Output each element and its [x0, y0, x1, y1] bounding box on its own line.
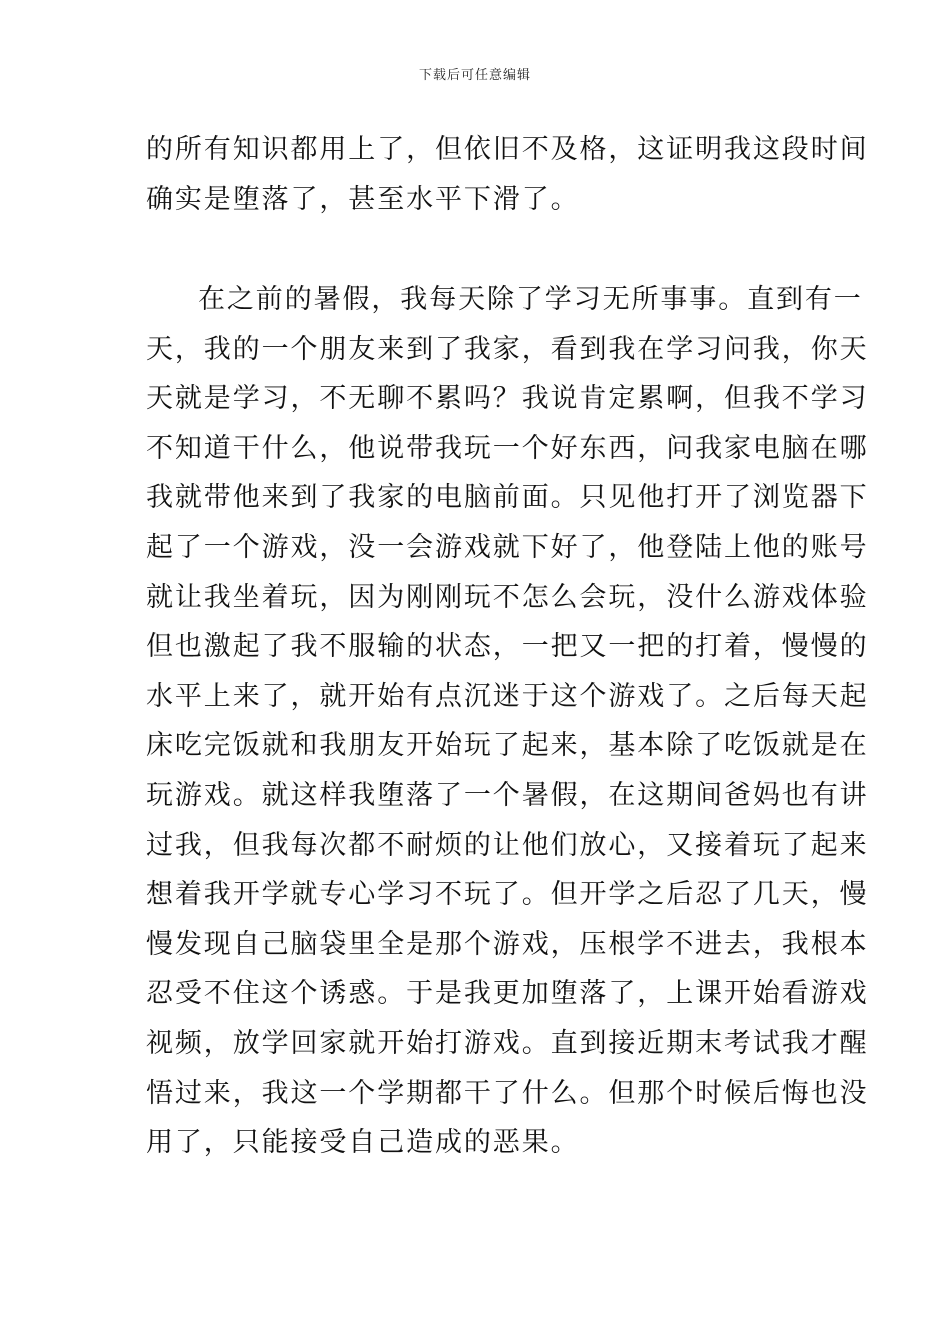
text-line: 确实是堕落了，甚至水平下滑了。 — [146, 184, 580, 215]
text-line: 悟过来，我这一个学期都干了什么。但那个时候后悔也没 — [146, 1078, 869, 1109]
text-line: 过我，但我每次都不耐烦的让他们放心，又接着玩了起来 — [146, 830, 869, 861]
text-line: 的所有知识都用上了，但依旧不及格，这证明我这段时间 — [146, 134, 869, 165]
text-line: 不知道干什么，他说带我玩一个好东西，问我家电脑在哪 — [146, 433, 869, 464]
text-line: 但也激起了我不服输的状态，一把又一把的打着，慢慢的 — [146, 631, 869, 662]
text-line: 用了，只能接受自己造成的恶果。 — [146, 1127, 580, 1158]
text-line: 慢发现自己脑袋里全是那个游戏，压根学不进去，我根本 — [146, 929, 869, 960]
text-line: 玩游戏。就这样我堕落了一个暑假，在这期间爸妈也有讲 — [146, 780, 869, 811]
text-line: 床吃完饭就和我朋友开始玩了起来，基本除了吃饭就是在 — [146, 730, 869, 761]
text-line: 视频，放学回家就开始打游戏。直到接近期末考试我才醒 — [146, 1028, 869, 1059]
page-header: 下载后可任意编辑 — [418, 68, 531, 83]
text-line: 水平上来了，就开始有点沉迷于这个游戏了。之后每天起 — [146, 681, 869, 712]
text-line: 起了一个游戏，没一会游戏就下好了，他登陆上他的账号 — [146, 532, 869, 563]
text-line: 我就带他来到了我家的电脑前面。只见他打开了浏览器下 — [146, 482, 869, 513]
text-line: 在之前的暑假，我每天除了学习无所事事。直到有一 — [198, 284, 863, 315]
text-line: 想着我开学就专心学习不玩了。但开学之后忍了几天，慢 — [146, 879, 869, 910]
text-line: 就让我坐着玩，因为刚刚玩不怎么会玩，没什么游戏体验 — [146, 582, 869, 613]
text-line: 忍受不住这个诱惑。于是我更加堕落了，上课开始看游戏 — [146, 978, 869, 1009]
text-line: 天，我的一个朋友来到了我家，看到我在学习问我，你天 — [146, 334, 869, 365]
text-line: 天就是学习，不无聊不累吗？我说肯定累啊，但我不学习 — [146, 383, 869, 414]
